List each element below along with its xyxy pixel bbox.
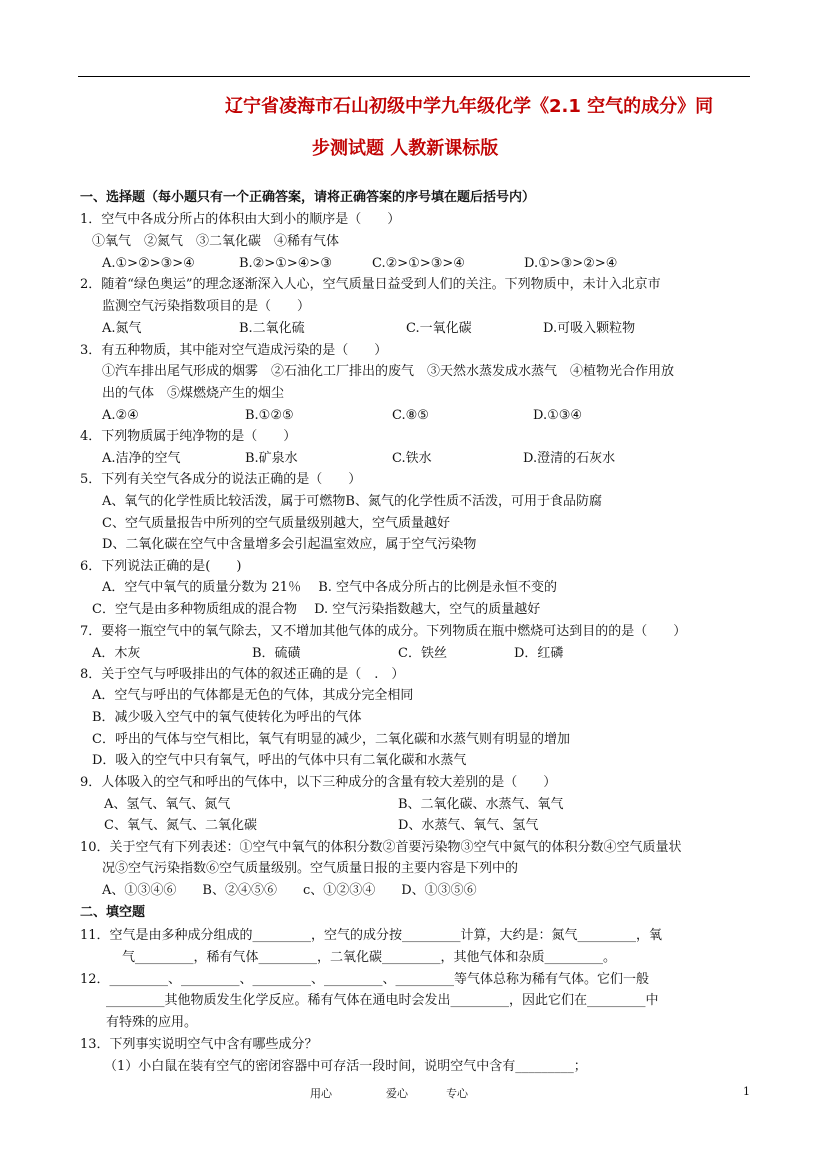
q10-options: A、①③④⑥ B、②④⑤⑥ c、①②③④ D、①③⑤⑥ (102, 883, 477, 898)
question-1-items: ①氧气 ②氮气 ③二氧化碳 ④稀有气体 (92, 234, 340, 249)
q2-option-c: C.一氧化碳 (406, 321, 472, 336)
question-11: 11．空气是由多种成分组成的_________，空气的成分按_________计算，大约是：氮气_________，氧 (80, 928, 663, 943)
question-1: 1．空气中各成分所占的体积由大到小的顺序是（ ） (80, 212, 401, 227)
section-fill-heading: 二、填空题 (80, 905, 146, 920)
q7-option-d: D．红磷 (514, 646, 564, 661)
question-13: 13．下列事实说明空气中含有哪些成分？ (80, 1037, 318, 1052)
question-11-cont: 气_________，稀有气体_________，二氧化碳_________，其他气体和杂质_________。 (122, 950, 617, 965)
q3-option-c: C.⑧⑤ (392, 408, 429, 423)
footer-text-3: 专心 (446, 1087, 468, 1100)
q5-option-ab: A、氧气的化学性质比较活泼，属于可燃物B、氮气的化学性质不活泼，可用于食品防腐 (102, 494, 602, 509)
q8-option-b: B．减少吸入空气中的氧气使转化为呼出的气体 (92, 710, 362, 725)
question-12: 12．_________、_________、_________、_________、_________等气体总称为稀有气体。它们一般 (80, 972, 650, 987)
q7-option-a: A．木灰 (92, 646, 141, 661)
q9-option-b: B、二氧化碳、水蒸气、氧气 (398, 797, 564, 812)
q9-option-c: C、氧气、氮气、二氧化碳 (104, 818, 257, 833)
question-10: 10．关于空气有下列表述：①空气中氧气的体积分数②首要污染物③空气中氮气的体积分数④空气质量状 (80, 840, 682, 855)
question-13-part1: （1）小白鼠在装有空气的密闭容器中可存活一段时间，说明空气中含有_________； (104, 1059, 587, 1074)
q1-option-d: D.①>③>②>④ (524, 256, 618, 271)
question-12-cont: _________其他物质发生化学反应。稀有气体在通电时会发出_________，因此它们在_________中 (106, 993, 659, 1008)
q3-option-b: B.①②⑤ (245, 408, 294, 423)
question-7: 7．要将一瓶空气中的氧气除去，又不增加其他气体的成分。下列物质在瓶中燃烧可达到目的的是（ ） (80, 624, 687, 639)
q8-option-d: D．吸入的空气中只有氧气，呼出的气体中只有二氧化碳和水蒸气 (92, 753, 467, 768)
header-rule (78, 76, 750, 77)
question-2: 2．随着“绿色奥运”的理念逐渐深入人心，空气质量日益受到人们的关注。下列物质中，未计入北京市 (80, 277, 661, 292)
q5-option-d: D、二氧化碳在空气中含量增多会引起温室效应，属于空气污染物 (102, 537, 477, 552)
q1-option-b: B.②>①>④>③ (239, 256, 332, 271)
q2-option-a: A.氮气 (102, 321, 142, 336)
q5-option-c: C、空气质量报告中所列的空气质量级别越大，空气质量越好 (102, 516, 450, 531)
q1-option-c: C.②>①>③>④ (372, 256, 465, 271)
q8-option-a: A．空气与呼出的气体都是无色的气体，其成分完全相同 (92, 688, 414, 703)
q2-option-d: D.可吸入颗粒物 (543, 321, 636, 336)
q6-option-cd: C．空气是由多种物质组成的混合物 D. 空气污染指数越大，空气的质量越好 (92, 602, 541, 617)
q9-option-d: D、水蒸气、氧气、氢气 (398, 818, 539, 833)
q7-option-c: C．铁丝 (398, 646, 447, 661)
question-12-end: 有特殊的应用。 (106, 1015, 198, 1030)
footer-text-2: 爱心 (386, 1087, 408, 1100)
page-number: 1 (743, 1085, 750, 1098)
question-9: 9．人体吸入的空气和呼出的气体中，以下三种成分的含量有较大差别的是（ ） (80, 775, 557, 790)
question-3: 3．有五种物质，其中能对空气造成污染的是（ ） (80, 343, 388, 358)
question-8: 8．关于空气与呼吸排出的气体的叙述正确的是（ . ） (80, 667, 405, 682)
question-5: 5．下列有关空气各成分的说法正确的是（ ） (80, 472, 362, 487)
q4-option-a: A.洁净的空气 (102, 451, 181, 466)
q4-option-c: C.铁水 (392, 451, 432, 466)
q8-option-c: C．呼出的气体与空气相比，氧气有明显的减少，二氧化碳和水蒸气则有明显的增加 (92, 732, 570, 747)
q6-option-ab: A．空气中氧气的质量分数为 21％ B. 空气中各成分所占的比例是永恒不变的 (102, 580, 558, 595)
question-3-items-cont: 出的气体 ⑤煤燃烧产生的烟尘 (102, 386, 285, 401)
footer-text-1: 用心 (310, 1087, 332, 1100)
q7-option-b: B．硫磺 (252, 646, 301, 661)
q2-option-b: B.二氧化硫 (239, 321, 305, 336)
question-3-items: ①汽车排出尾气形成的烟雾 ②石油化工厂排出的废气 ③天然水蒸发成水蒸气 ④植物光合作用放 (102, 364, 675, 379)
doc-title-line2: 步测试题 人教新课标版 (312, 138, 499, 159)
question-6: 6．下列说法正确的是( ) (80, 559, 242, 574)
q3-option-a: A.②④ (102, 408, 139, 423)
q4-option-b: B.矿泉水 (245, 451, 298, 466)
q3-option-d: D.①③④ (533, 408, 583, 423)
q1-option-a: A.①>②>③>④ (102, 256, 195, 271)
section-choice-heading: 一、选择题（每小题只有一个正确答案，请将正确答案的序号填在题后括号内） (80, 190, 536, 205)
q4-option-d: D.澄清的石灰水 (523, 451, 616, 466)
question-4: 4．下列物质属于纯净物的是（ ） (80, 429, 297, 444)
question-10-cont: 况⑤空气污染指数⑥空气质量级别。空气质量日报的主要内容是下列中的 (102, 861, 519, 876)
q9-option-a: A、氢气、氧气、氮气 (104, 797, 231, 812)
doc-title-line1: 辽宁省凌海市石山初级中学九年级化学《2.1 空气的成分》同 (225, 96, 714, 117)
question-2-cont: 监测空气污染指数项目的是（ ） (102, 299, 311, 314)
